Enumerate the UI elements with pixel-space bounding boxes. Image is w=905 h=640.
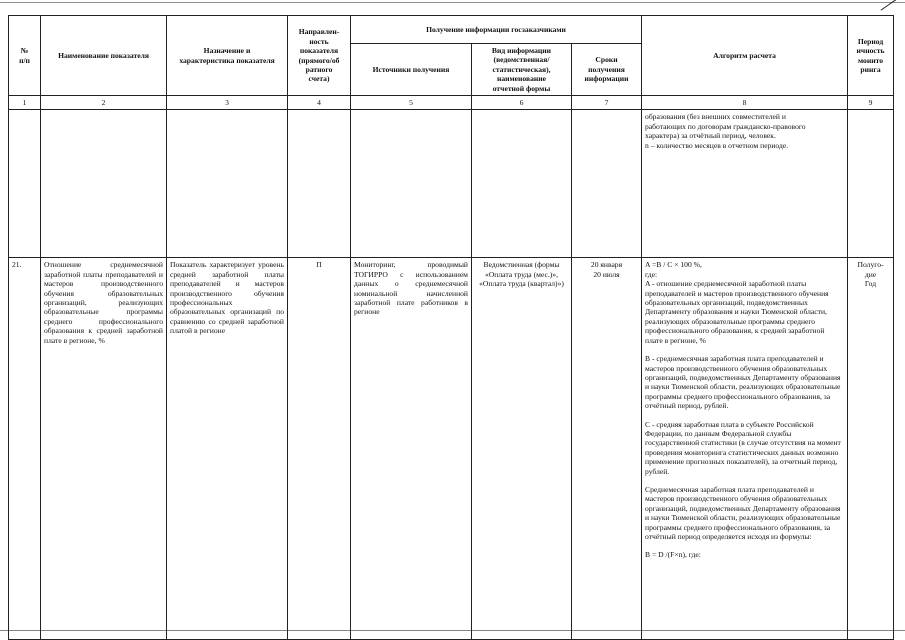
col-number: 5 (351, 96, 472, 110)
header-purpose: Назначение и характеристика показателя (167, 16, 288, 96)
continued-algorithm: образования (без внешних совместителей и работающих по договорам гражданско-правового характера) за отчётный период, человек. n – количество месяцев в отчетном периоде. (642, 110, 848, 258)
indicator-name: Отношение среднемесячной заработной платы преподавателей и мастеров производственного обучения образовательных организаций, реализующих образовательные программы среднего профессионального образования к средней заработной плате в регионе, % (41, 258, 167, 640)
header-period: Период ичность монито ринга (848, 16, 894, 96)
col-number: 9 (848, 96, 894, 110)
col-number: 1 (9, 96, 41, 110)
col-number: 2 (41, 96, 167, 110)
algorithm-formula-a: A =B / C × 100 %, где: A - отношение среднемесячной заработной платы преподавателей и мастеров производственного обучения образовательных организаций, подведомственных Департаменту образования и науки Тюменской области, реализующих образовательные программы среднего профессионального образования, к средней заработной плате в регионе, % (645, 260, 829, 345)
header-direction: Направлен- ность показателя (прямого/об ратного счета) (288, 16, 351, 96)
scan-edge-bottom (0, 630, 905, 631)
algorithm-definition-b: B - среднемесячная заработная плата преподавателей и мастеров производственного обучения образовательных организаций, подведомственных Департаменту образования и науки Тюменской области, реализующих образовательные программы среднего профессионального образования, за отчётный период, рублей. (645, 354, 841, 411)
col-number: 7 (572, 96, 642, 110)
table-row-21 (9, 258, 894, 640)
col-number: 6 (472, 96, 572, 110)
info-terms: 20 января 20 июля (572, 258, 642, 640)
col-number: 8 (642, 96, 848, 110)
col-number: 4 (288, 96, 351, 110)
col-number: 3 (167, 96, 288, 110)
header-sources: Источники получения (351, 44, 472, 96)
column-number-row (9, 96, 894, 110)
indicator-direction: П (288, 258, 351, 640)
header-terms: Сроки получения информации (572, 44, 642, 96)
header-num: № п/п (9, 16, 41, 96)
scan-edge-top (0, 2, 905, 3)
indicator-table (8, 15, 894, 640)
header-info-type: Вид информации (ведомственная/ статистическая), наименование отчетной формы (472, 44, 572, 96)
header-algorithm: Алгоритм расчета (642, 16, 848, 96)
table-row-continued (9, 110, 894, 258)
algorithm-definition-c: C - средняя заработная плата в субъекте Российской Федерации, по данным Федеральной службы государственной статистики (в случае отсутствия на момент проведения мониторинга статистических данных возможно применение прогнозных показателей), за отчетный период, рублей. (645, 419, 841, 476)
header-info-group: Получение информации госзаказчиками (351, 16, 642, 44)
monitoring-period: Полуго- дие Год (848, 258, 894, 640)
info-type: Ведомственная (формы «Оплата труда (мес.)», «Оплата труда (квартал)») (472, 258, 572, 640)
header-name: Наименование показателя (41, 16, 167, 96)
indicator-purpose: Показатель характеризует уровень средней заработной платы преподавателей и мастеров производственного обучения профессиональных образовательных организаций по сравнению со средней заработной платой в регионе (167, 258, 288, 640)
row-number: 21. (9, 258, 41, 640)
algorithm-note: Среднемесячная заработная плата преподавателей и мастеров производственного обучения образовательных организаций, подведомственных Департаменту образования и науки Тюменской области, реализующих образовательные программы среднего профессионального образования, за отчётный период определяется исходя из формулы: (645, 484, 841, 541)
algorithm-formula-b: B = D /(F×n), где: (645, 550, 701, 560)
calculation-algorithm (642, 258, 848, 640)
info-sources: Мониторинг, проводимый ТОГИРРО с использованием данных о среднемесячной номинальной начисленной заработной плате работников в регионе (351, 258, 472, 640)
